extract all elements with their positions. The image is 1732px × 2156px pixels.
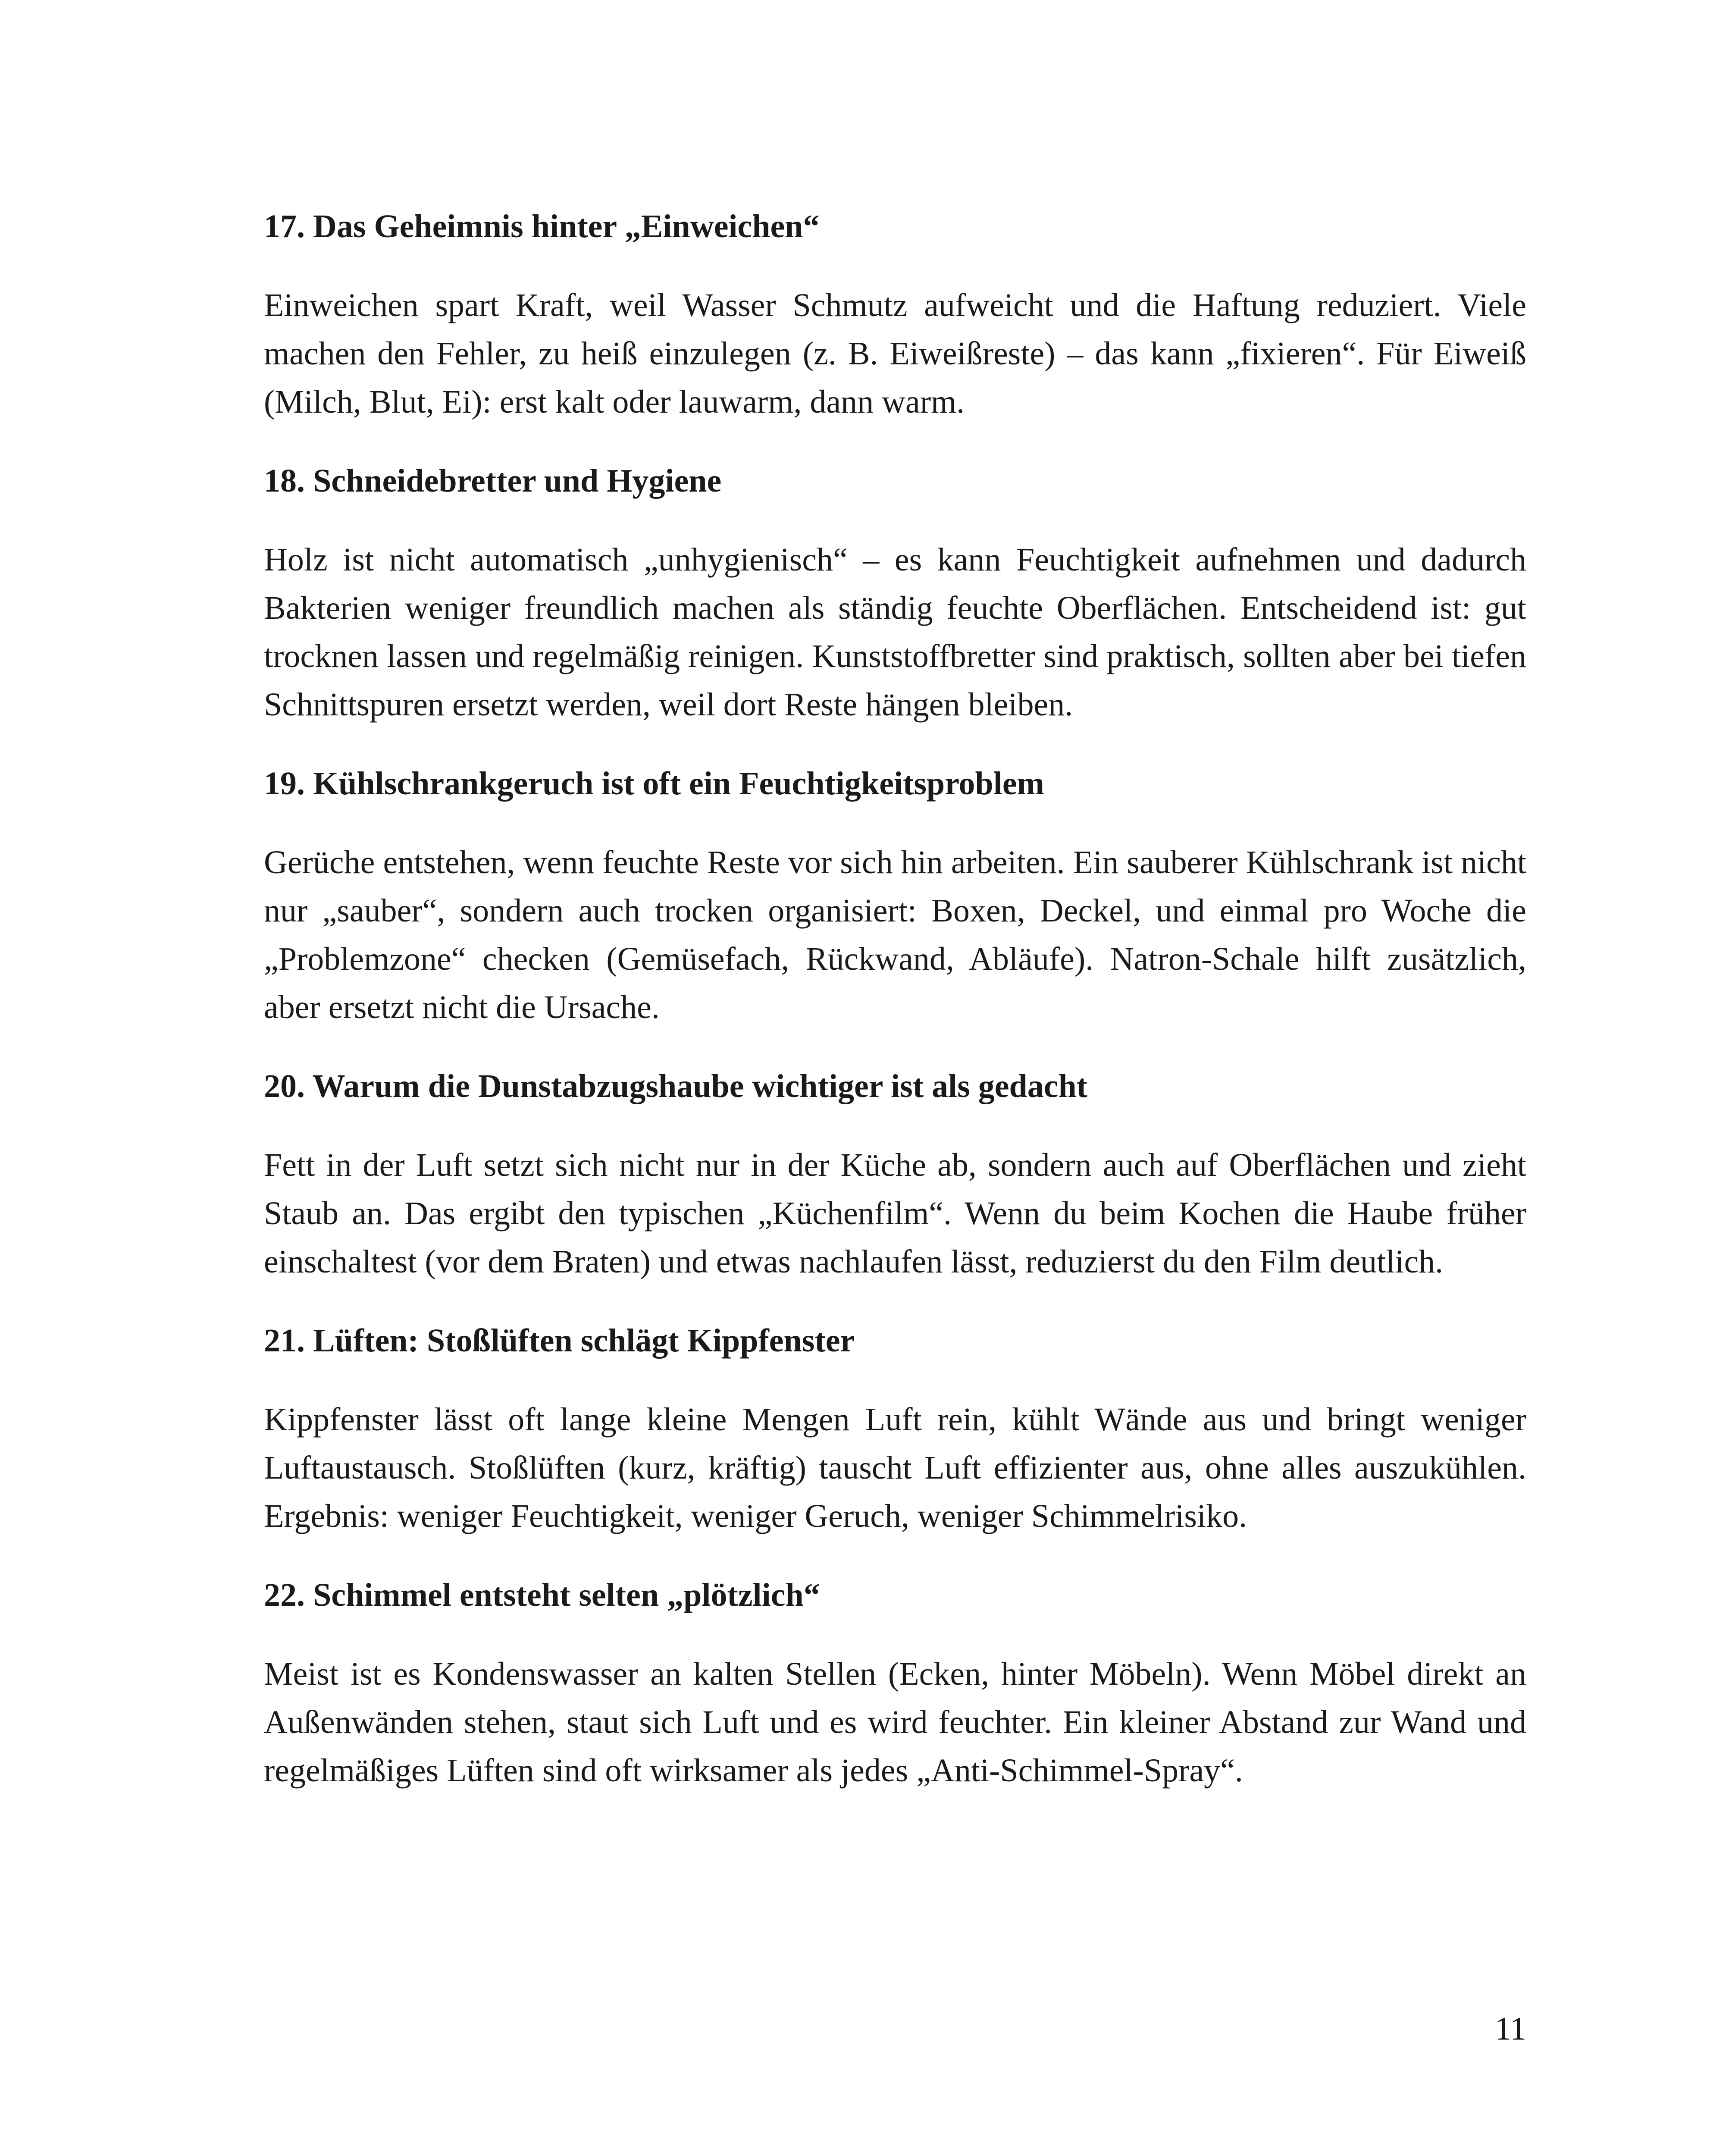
section-heading: 21. Lüften: Stoßlüften schlägt Kippfenster xyxy=(264,1322,855,1359)
page-number: 11 xyxy=(1494,2011,1526,2047)
section-body: Holz ist nicht automatisch „unhygienisch“ – es kann Feuchtigkeit aufnehmen und dadurch Bakterien weniger freundlich machen als ständig feuchte Oberflächen. Entscheidend ist: gut trocknen lassen und regelmäßig reinigen. Kunststoffbretter sind praktisch, sollten aber bei tiefen Schnittspuren ersetzt werden, weil dort Reste hängen bleiben. xyxy=(264,542,1526,723)
section-22 xyxy=(264,1571,1526,1795)
section-18 xyxy=(264,457,1526,729)
section-heading: 19. Kühlschrankgeruch ist oft ein Feuchtigkeitsproblem xyxy=(264,765,1044,802)
section-heading: 18. Schneidebretter und Hygiene xyxy=(264,463,722,499)
section-19 xyxy=(264,760,1526,1031)
section-heading: 22. Schimmel entsteht selten „plötzlich“ xyxy=(264,1577,820,1613)
section-21 xyxy=(264,1317,1526,1540)
section-body: Kippfenster lässt oft lange kleine Mengen Luft rein, kühlt Wände aus und bringt weniger Luftaustausch. Stoßlüften (kurz, kräftig) tauscht Luft effizienter aus, ohne alles auszukühlen. Ergebnis: weniger Feuchtigkeit, weniger Geruch, weniger Schimmelrisiko. xyxy=(264,1401,1526,1534)
section-body: Gerüche entstehen, wenn feuchte Reste vor sich hin arbeiten. Ein sauberer Kühlschrank ist nicht nur „sauber“, sondern auch trocken organisiert: Boxen, Deckel, und einmal pro Woche die „Problemzone“ checken (Gemüsefach, Rückwand, Abläufe). Natron-Schale hilft zusätzlich, aber ersetzt nicht die Ursache. xyxy=(264,844,1526,1025)
section-body: Einweichen spart Kraft, weil Wasser Schmutz aufweicht und die Haftung reduziert. Viele machen den Fehler, zu heiß einzulegen (z. B. Eiweißreste) – das kann „fixieren“. Für Eiweiß (Milch, Blut, Ei): erst kalt oder lauwarm, dann warm. xyxy=(264,287,1526,420)
section-heading: 20. Warum die Dunstabzugshaube wichtiger ist als gedacht xyxy=(264,1068,1088,1104)
section-body: Meist ist es Kondenswasser an kalten Stellen (Ecken, hinter Möbeln). Wenn Möbel direkt an Außenwänden stehen, staut sich Luft und es wird feuchter. Ein kleiner Abstand zur Wand und regelmäßiges Lüften sind oft wirksamer als jedes „Anti-Schimmel-Spray“. xyxy=(264,1656,1526,1789)
section-20 xyxy=(264,1062,1526,1286)
section-heading: 17. Das Geheimnis hinter „Einweichen“ xyxy=(264,208,820,244)
section-17 xyxy=(264,203,1526,426)
document-page xyxy=(264,203,1526,1826)
section-body: Fett in der Luft setzt sich nicht nur in der Küche ab, sondern auch auf Oberflächen und zieht Staub an. Das ergibt den typischen „Küchenfilm“. Wenn du beim Kochen die Haube früher einschaltest (vor dem Braten) und etwas nachlaufen lässt, reduzierst du den Film deutlich. xyxy=(264,1147,1526,1280)
